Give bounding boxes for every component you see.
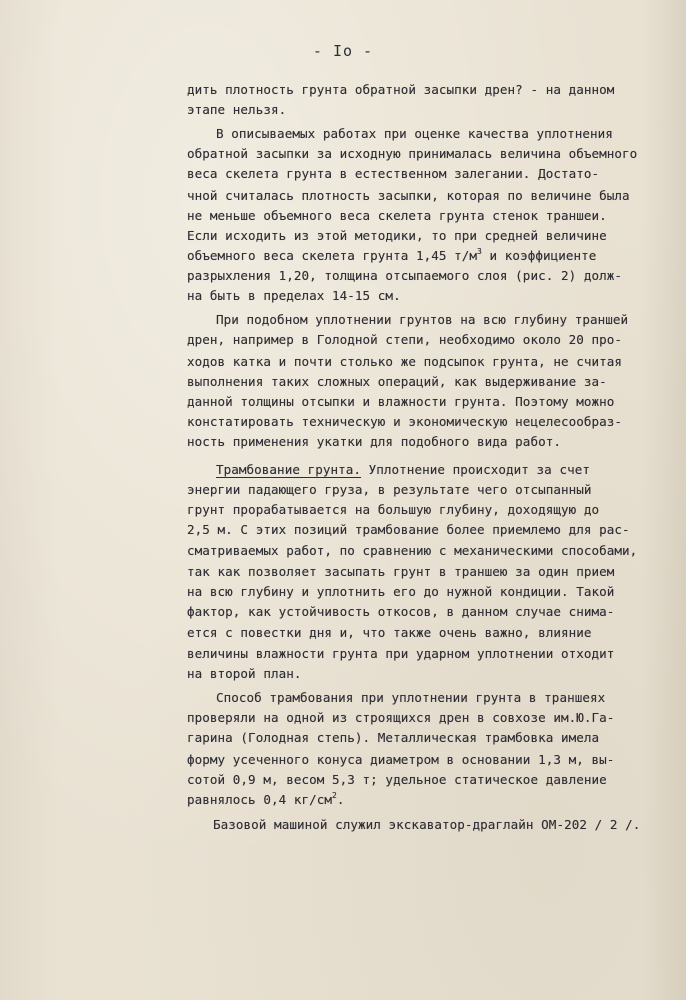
text-line: проверяли на одной из строящихся дрен в совхозе им.Ю.Га- <box>187 710 615 725</box>
superscript: 2 <box>332 791 337 800</box>
text-line: Базовой машиной служил экскаватор-драглайн ОМ-202 / 2 /. <box>213 817 641 832</box>
text-line: этапе нельзя. <box>187 102 287 117</box>
text-line: гарина (Голодная степь). Металлическая трамбовка имела <box>187 730 600 745</box>
text-line: разрыхления 1,20, толщина отсыпаемого слоя (рис. 2) долж- <box>187 268 623 283</box>
text-line: дить плотность грунта обратной засыпки дрен? - на данном <box>187 82 615 97</box>
text-line: сматриваемых работ, по сравнению с механическими способами, <box>187 543 638 558</box>
text-line: данной толщины отсыпки и влажности грунта. Поэтому можно <box>187 394 615 409</box>
text-line: фактор, как устойчивость откосов, в данном случае снима- <box>187 604 615 619</box>
text-line: Трамбование грунта. Уплотнение происходит за счет <box>216 462 590 477</box>
text-line: на всю глубину и уплотнить его до нужной кондиции. Такой <box>187 584 615 599</box>
text-line: так как позволяет засыпать грунт в траншею за один прием <box>187 564 615 579</box>
text-line: сотой 0,9 м, весом 5,3 т; удельное статическое давление <box>187 772 607 787</box>
text-line: на второй план. <box>187 666 302 681</box>
text-line: ходов катка и почти столько же подсыпок грунта, не считая <box>187 354 623 369</box>
superscript: 3 <box>477 247 482 256</box>
text-line: не меньше объемного веса скелета грунта стенок траншеи. <box>187 208 607 223</box>
text-line: выполнения таких сложных операций, как выдерживание за- <box>187 374 607 389</box>
text-line: 2,5 м. С этих позиций трамбование более приемлемо для рас- <box>187 522 630 537</box>
text-line: на быть в пределах 14-15 см. <box>187 288 401 303</box>
text-line: В описываемых работах при оценке качества уплотнения <box>216 126 613 141</box>
text-line: ется с повестки дня и, что также очень важно, влияние <box>187 625 592 640</box>
text-line: величины влажности грунта при ударном уплотнении отходит <box>187 646 615 661</box>
text-line: обратной засыпки за исходную принималась величина объемного <box>187 146 638 161</box>
section-heading: Трамбование грунта. <box>216 462 362 477</box>
text-line: объемного веса скелета грунта 1,45 $т/м^3$ и коэффициенте <box>187 247 597 263</box>
text-line: Способ трамбования при уплотнении грунта в траншеях <box>216 690 606 705</box>
text-line: ность применения укатки для подобного вида работ. <box>187 434 561 449</box>
text-line: дрен, например в Голодной степи, необходимо около 20 про- <box>187 332 623 347</box>
text-line: энергии падающего груза, в результате чего отсыпанный <box>187 482 592 497</box>
text-line: Если исходить из этой методики, то при средней величине <box>187 228 607 243</box>
text-line: равнялось 0,4 $кг/см^2$. <box>187 791 345 807</box>
text-line: веса скелета грунта в естественном залегании. Достато- <box>187 166 600 181</box>
text-line: чной считалась плотность засыпки, которая по величине была <box>187 188 630 203</box>
page-number: - Io - <box>312 42 374 60</box>
text-line: форму усеченного конуса диаметром в основании 1,3 м, вы- <box>187 752 615 767</box>
text-line: констатировать техническую и экономическую нецелесообраз- <box>187 414 623 429</box>
text-line: При подобном уплотнении грунтов на всю глубину траншей <box>216 312 629 327</box>
text-line: грунт прорабатывается на большую глубину, доходящую до <box>187 502 600 517</box>
